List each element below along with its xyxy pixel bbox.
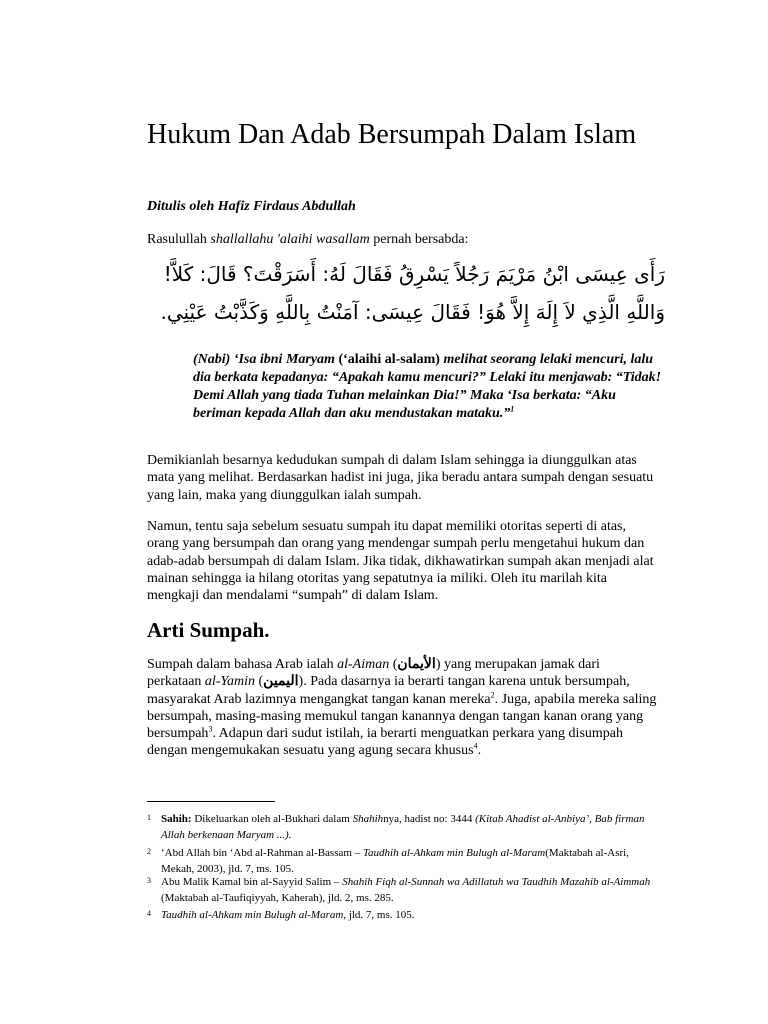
- term-al-aiman: al-Aiman: [337, 657, 390, 672]
- footnote-number: 3: [147, 876, 151, 885]
- footnote-4: [147, 907, 667, 923]
- footnote-italic: Taudhih al-Ahkam min Bulugh al-Maram: [161, 909, 344, 921]
- translation-part3: melihat seorang lelaki mencuri, lalu dia berkata kepadanya: “Apakah kamu mencuri?” Lelaki itu menjawab: “Tidak! Demi Allah yang tiada Tuhan melainkan Dia!” Maka ‘Isa berkata: “Aku beriman kepada Allah dan aku mendustakan mataku.”: [193, 352, 662, 421]
- footnote-1: [147, 811, 667, 843]
- footnote-ref-2[interactable]: 2: [490, 689, 495, 699]
- section-heading: Arti Sumpah.: [147, 618, 270, 642]
- p3-text-3: . Pada dasarnya ia berarti tangan karena untuk bersumpah, masyarakat Arab lazimnya mengangkat tangan kanan mereka: [147, 674, 630, 707]
- intro-prefix: Rasulullah: [147, 232, 211, 247]
- footnote-divider: [147, 801, 275, 802]
- footnote-ref-4[interactable]: 4: [473, 741, 478, 751]
- p3-text-5: . Adapun dari sudut istilah, ia berarti menguatkan perkara yang disumpah dengan mengemukakan sesuatu yang agung secara khusus: [147, 726, 623, 759]
- arabic-hadith: رَأَى عِيسَى ابْنُ مَرْيَمَ رَجُلاً يَسْرِقُ فَقَالَ لَهُ: أَسَرَقْتَ؟ قَالَ: كَلاَّ! وَاللَّهِ الَّذِي لاَ إِلَهَ إِلاَّ هُوَ! فَقَالَ عِيسَى: آمَنْتُ بِاللَّهِ وَكَذَّبْتُ عَيْنِي.: [160, 262, 665, 324]
- paragraph-1: Demikianlah besarnya kedudukan sumpah di dalam Islam sehingga ia diunggulkan atas mata yang melihat. Berdasarkan hadist ini juga, jika beradu antara sumpah dengan sesuatu yang lain, maka yang diunggulkan ialah sumpah.: [147, 453, 654, 503]
- footnote-number: 4: [147, 909, 151, 918]
- footnote-italic: (Kitab Ahadist al-Anbiya’, Bab firman Allah berkenaan Maryam ...).: [161, 813, 645, 841]
- footnote-text: (Maktabah al-Taufiqiyyah, Kaherah), jld. 2, ms. 285.: [161, 892, 394, 904]
- footnote-2: [147, 845, 667, 877]
- p3-text-6: .: [477, 743, 482, 759]
- intro-honorific: shallallahu 'alaihi wasallam: [210, 232, 370, 247]
- p3-text-2: yang merupakan jamak dari perkataan: [147, 657, 600, 690]
- footnote-ref-3[interactable]: 3: [208, 724, 213, 734]
- term-al-aiman-arabic: الأيمان: [397, 657, 436, 672]
- footnote-ref-1[interactable]: 1: [510, 404, 515, 414]
- term-al-yamin: al-Yamin: [204, 674, 255, 690]
- footnote-italic: Shahih Fiqh al-Sunnah wa Adillatuh wa Taudhih Mazahib al-Aimmah: [342, 876, 651, 888]
- footnote-text: Abu Malik Kamal bin al-Sayyid Salim –: [161, 876, 343, 888]
- footnote-text: , jld. 7, ms. 105.: [343, 909, 415, 921]
- author-line: Ditulis oleh Hafiz Firdaus Abdullah: [147, 199, 356, 214]
- intro-suffix: pernah bersabda:: [369, 232, 469, 247]
- p3-text-1: Sumpah dalam bahasa Arab ialah: [147, 657, 338, 672]
- paragraph-3: Sumpah dalam bahasa Arab ialah al-Aiman (الأيمان) yang merupakan jamak dari perkataan al-Yamin (اليمين). Pada dasarnya ia berarti tangan karena untuk bersumpah, masyarakat Arab lazimnya mengangkat tangan kanan mereka$^2$. Juga, apabila mereka saling bersumpah, masing-masing memukul tangan kanannya dengan tangan kanan orang yang bersumpah$^3$. Adapun dari sudut istilah, ia berarti menguatkan perkara yang disumpah dengan mengemukakan sesuatu yang agung secara khusus$^4$.: [147, 657, 657, 759]
- translation-part2: (‘alaihi al-salam): [334, 352, 444, 367]
- footnote-italic: Shahih: [352, 813, 384, 825]
- footnote-grade: Sahih:: [161, 813, 192, 825]
- term-al-yamin-arabic: اليمين: [263, 674, 299, 690]
- footnote-text: ‘Abd Allah bin ‘Abd al-Rahman al-Bassam –: [161, 847, 363, 859]
- footnote-italic: Taudhih al-Ahkam min Bulugh al-Maram: [362, 847, 546, 859]
- page-title: Hukum Dan Adab Bersumpah Dalam Islam: [147, 119, 637, 150]
- hadith-translation: [193, 351, 663, 423]
- footnote-text: (Maktabah al-Asri, Mekah, 2003), jld. 7, ms. 105.: [161, 847, 629, 875]
- p3-text-4: . Juga, apabila mereka saling bersumpah, masing-masing memukul tangan kanannya dengan tangan kanan orang yang bersumpah: [147, 691, 657, 742]
- paragraph-2: Namun, tentu saja sebelum sesuatu sumpah itu dapat memiliki otoritas seperti di atas, orang yang bersumpah dan orang yang mendengar sumpah perlu mengetahui hukum dan adab-adab bersumpah di dalam Islam. Jika tidak, dikhawatirkan sumpah akan menjadi alat mainan sehingga ia hilang otoritas yang sepatutnya ia miliki. Oleh itu marilah kita mengkaji dan mendalami “sumpah” di dalam Islam.: [147, 519, 654, 604]
- intro-line: [147, 232, 468, 248]
- footnote-3: [147, 874, 667, 906]
- footnote-text: Dikeluarkan oleh al-Bukhari dalam: [191, 813, 353, 825]
- footnote-number: 2: [147, 847, 151, 856]
- footnote-number: 1: [147, 813, 151, 822]
- translation-part1: (Nabi) ‘Isa ibni Maryam: [193, 352, 335, 367]
- footnote-text: nya, hadist no: 3444: [383, 813, 476, 825]
